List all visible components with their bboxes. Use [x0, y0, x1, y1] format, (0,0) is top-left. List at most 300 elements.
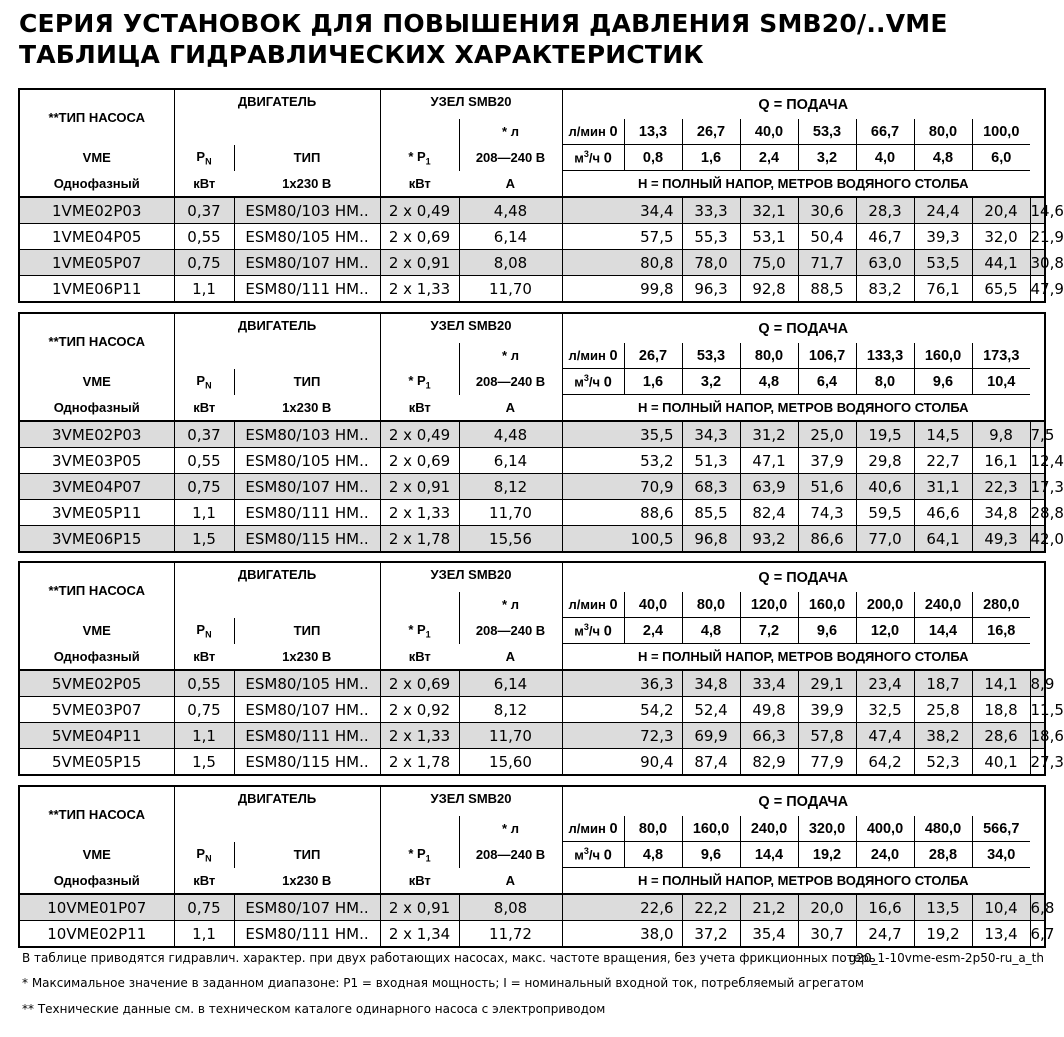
flow-m3h-value: 14,4 — [740, 842, 798, 868]
motor-header: ДВИГАТЕЛЬ — [174, 563, 380, 592]
table-row — [20, 526, 1044, 552]
head-value: 39,9 — [798, 697, 856, 723]
motor-voltage-label: 1x230 В — [234, 395, 380, 422]
flow-m3h-value: 12,0 — [856, 618, 914, 644]
motor-type: ESM80/105 HM.. — [234, 670, 380, 697]
flow-lmin-value: 160,0 — [798, 592, 856, 618]
head-value: 49,3 — [972, 526, 1030, 552]
motor-voltage-label: 1x230 В — [234, 644, 380, 671]
rated-power: 0,37 — [174, 421, 234, 448]
head-value: 30,8 — [1030, 250, 1044, 276]
head-value: 52,3 — [914, 749, 972, 775]
pump-type-header: **ТИП НАСОСА — [20, 563, 174, 618]
kw-label: кВт — [174, 868, 234, 895]
pump-type-header: **ТИП НАСОСА — [20, 787, 174, 842]
single-phase-label: Однофазный — [20, 868, 174, 895]
head-value: 57,5 — [562, 224, 682, 250]
head-value: 47,1 — [740, 448, 798, 474]
amp-label: А — [459, 644, 562, 671]
kw-label: кВт — [174, 644, 234, 671]
head-value: 6,8 — [1030, 894, 1044, 921]
single-phase-label: Однофазный — [20, 171, 174, 198]
pn-label: $P_N$ — [196, 148, 212, 167]
p1-label: * $P_1$ — [408, 621, 431, 640]
flow-m3h-value: 4,8 — [624, 842, 682, 868]
head-value: 16,6 — [856, 894, 914, 921]
table-row — [20, 474, 1044, 500]
unit-header: УЗЕЛ SMB20 — [380, 787, 562, 816]
head-value: 17,3 — [1030, 474, 1044, 500]
head-value: 23,4 — [856, 670, 914, 697]
table-row — [20, 670, 1044, 697]
flow-m3h-value: 6,0 — [972, 145, 1030, 171]
amp-label: А — [459, 395, 562, 422]
head-value: 39,3 — [914, 224, 972, 250]
current: 11,72 — [459, 921, 562, 947]
head-value: 64,1 — [914, 526, 972, 552]
flow-m3h-value: 10,4 — [972, 369, 1030, 395]
head-header: Н = ПОЛНЫЙ НАПОР, МЕТРОВ ВОДЯНОГО СТОЛБА — [562, 395, 1044, 422]
input-power: 2 x 1,78 — [380, 526, 459, 552]
head-value: 47,9 — [1030, 276, 1044, 302]
motor-type: ESM80/115 HM.. — [234, 749, 380, 775]
flow-m3h-value: 0 — [603, 150, 612, 167]
head-value: 32,5 — [856, 697, 914, 723]
head-value: 16,1 — [972, 448, 1030, 474]
flow-lmin-value: 173,3 — [972, 343, 1030, 369]
head-value: 63,9 — [740, 474, 798, 500]
kw-label-2: кВт — [380, 868, 459, 895]
head-value: 72,3 — [562, 723, 682, 749]
head-value: 65,5 — [972, 276, 1030, 302]
type-label: ТИП — [234, 842, 380, 868]
flow-lmin-value: 480,0 — [914, 816, 972, 842]
p1-label: * $P_1$ — [408, 845, 431, 864]
kw-label-2: кВт — [380, 171, 459, 198]
current: 11,70 — [459, 276, 562, 302]
head-value: 12,4 — [1030, 448, 1044, 474]
head-value: 10,4 — [972, 894, 1030, 921]
flow-lmin-value: 53,3 — [798, 119, 856, 145]
flow-m3h-label: $м^3/ч$ 0 — [562, 145, 624, 171]
head-value: 14,6 — [1030, 197, 1044, 224]
title-line-1: СЕРИЯ УСТАНОВОК ДЛЯ ПОВЫШЕНИЯ ДАВЛЕНИЯ SMB20/..VME — [19, 9, 948, 38]
table-row — [20, 921, 1044, 947]
hydraulic-table-4 — [18, 785, 1055, 948]
document-code: g20_1-10vme-esm-2p50-ru_a_th — [848, 951, 1044, 965]
pump-model: 1VME06P11 — [20, 276, 174, 302]
motor-type: ESM80/111 HM.. — [234, 921, 380, 947]
head-header: Н = ПОЛНЫЙ НАПОР, МЕТРОВ ВОДЯНОГО СТОЛБА — [562, 171, 1044, 198]
flow-m3h-value: 24,0 — [856, 842, 914, 868]
head-value: 18,8 — [972, 697, 1030, 723]
head-value: 35,5 — [562, 421, 682, 448]
pump-model: 10VME02P11 — [20, 921, 174, 947]
current: 6,14 — [459, 224, 562, 250]
head-value: 21,2 — [740, 894, 798, 921]
head-value: 87,4 — [682, 749, 740, 775]
flow-lmin-value: 106,7 — [798, 343, 856, 369]
flow-header: Q = ПОДАЧА — [758, 320, 849, 337]
input-power: 2 x 0,91 — [380, 250, 459, 276]
head-value: 69,9 — [682, 723, 740, 749]
flow-lmin-value: 0 — [609, 123, 618, 140]
pump-model: 5VME04P11 — [20, 723, 174, 749]
title-line-2: ТАБЛИЦА ГИДРАВЛИЧЕСКИХ ХАРАКТЕРИСТИК — [19, 40, 704, 69]
flow-header: Q = ПОДАЧА — [758, 793, 849, 810]
head-value: 31,2 — [740, 421, 798, 448]
flow-lmin-label: л/мин 0 — [562, 119, 624, 145]
head-value: 93,2 — [740, 526, 798, 552]
flow-m3h-value: 19,2 — [798, 842, 856, 868]
single-phase-label: Однофазный — [20, 395, 174, 422]
head-value: 46,7 — [856, 224, 914, 250]
table-row — [20, 448, 1044, 474]
head-value: 57,8 — [798, 723, 856, 749]
head-value: 27,3 — [1030, 749, 1044, 775]
input-power: 2 x 0,91 — [380, 474, 459, 500]
head-value: 80,8 — [562, 250, 682, 276]
flow-m3h-label: $м^3/ч$ 0 — [562, 369, 624, 395]
head-value: 70,9 — [562, 474, 682, 500]
head-value: 68,3 — [682, 474, 740, 500]
flow-m3h-value: 0 — [603, 847, 612, 864]
pump-model: 10VME01P07 — [20, 894, 174, 921]
flow-lmin-value: 120,0 — [740, 592, 798, 618]
head-value: 29,1 — [798, 670, 856, 697]
motor-type: ESM80/115 HM.. — [234, 526, 380, 552]
input-power: 2 x 1,33 — [380, 276, 459, 302]
head-value: 33,3 — [682, 197, 740, 224]
motor-header: ДВИГАТЕЛЬ — [174, 787, 380, 816]
amp-label: А — [459, 868, 562, 895]
head-value: 13,4 — [972, 921, 1030, 947]
pump-model: 5VME03P07 — [20, 697, 174, 723]
flow-m3h-value: 7,2 — [740, 618, 798, 644]
flow-m3h-value: 4,8 — [914, 145, 972, 171]
flow-lmin-value: 200,0 — [856, 592, 914, 618]
flow-m3h-value: 4,8 — [682, 618, 740, 644]
flow-lmin-value: 320,0 — [798, 816, 856, 842]
head-value: 21,9 — [1030, 224, 1044, 250]
head-value: 36,3 — [562, 670, 682, 697]
head-value: 77,0 — [856, 526, 914, 552]
head-value: 14,5 — [914, 421, 972, 448]
head-value: 34,8 — [682, 670, 740, 697]
table-row — [20, 224, 1044, 250]
head-value: 24,7 — [856, 921, 914, 947]
head-value: 74,3 — [798, 500, 856, 526]
current: 8,08 — [459, 250, 562, 276]
flow-lmin-label: л/мин 0 — [562, 816, 624, 842]
flow-m3h-value: 0,8 — [624, 145, 682, 171]
flow-lmin-value: 133,3 — [856, 343, 914, 369]
flow-lmin-value: 566,7 — [972, 816, 1030, 842]
head-value: 37,9 — [798, 448, 856, 474]
head-value: 77,9 — [798, 749, 856, 775]
head-value: 51,6 — [798, 474, 856, 500]
head-value: 34,4 — [562, 197, 682, 224]
kw-label-2: кВт — [380, 395, 459, 422]
head-value: 85,5 — [682, 500, 740, 526]
head-header: Н = ПОЛНЫЙ НАПОР, МЕТРОВ ВОДЯНОГО СТОЛБА — [562, 868, 1044, 895]
head-value: 46,6 — [914, 500, 972, 526]
flow-lmin-value: 26,7 — [682, 119, 740, 145]
flow-lmin-value: 0 — [609, 596, 618, 613]
motor-type: ESM80/111 HM.. — [234, 276, 380, 302]
flow-m3h-value: 9,6 — [682, 842, 740, 868]
table-row — [20, 749, 1044, 775]
head-value: 37,2 — [682, 921, 740, 947]
head-value: 86,6 — [798, 526, 856, 552]
pump-model: 5VME05P15 — [20, 749, 174, 775]
pump-model: 3VME05P11 — [20, 500, 174, 526]
flow-m3h-value: 9,6 — [798, 618, 856, 644]
flow-m3h-value: 8,0 — [856, 369, 914, 395]
input-power: 2 x 0,69 — [380, 448, 459, 474]
head-value: 50,4 — [798, 224, 856, 250]
current-star-label: * л — [459, 592, 562, 618]
head-value: 71,7 — [798, 250, 856, 276]
head-value: 8,9 — [1030, 670, 1044, 697]
type-label: ТИП — [234, 369, 380, 395]
head-value: 82,9 — [740, 749, 798, 775]
rated-power: 0,55 — [174, 224, 234, 250]
head-value: 59,5 — [856, 500, 914, 526]
head-value: 82,4 — [740, 500, 798, 526]
head-value: 18,7 — [914, 670, 972, 697]
input-power: 2 x 0,69 — [380, 670, 459, 697]
head-value: 75,0 — [740, 250, 798, 276]
rated-power: 1,1 — [174, 276, 234, 302]
input-power: 2 x 0,49 — [380, 197, 459, 224]
input-power: 2 x 1,78 — [380, 749, 459, 775]
table-row — [20, 421, 1044, 448]
head-value: 32,1 — [740, 197, 798, 224]
head-value: 88,6 — [562, 500, 682, 526]
head-value: 64,2 — [856, 749, 914, 775]
motor-voltage-label: 1x230 В — [234, 171, 380, 198]
head-value: 34,3 — [682, 421, 740, 448]
head-value: 88,5 — [798, 276, 856, 302]
head-value: 22,7 — [914, 448, 972, 474]
kw-label: кВт — [174, 171, 234, 198]
flow-lmin-value: 240,0 — [740, 816, 798, 842]
current: 11,70 — [459, 723, 562, 749]
page-title — [19, 8, 948, 70]
head-value: 28,8 — [1030, 500, 1044, 526]
head-value: 22,2 — [682, 894, 740, 921]
rated-power: 0,75 — [174, 697, 234, 723]
head-value: 28,3 — [856, 197, 914, 224]
flow-lmin-value: 13,3 — [624, 119, 682, 145]
head-value: 42,0 — [1030, 526, 1044, 552]
table-row — [20, 723, 1044, 749]
kw-label: кВт — [174, 395, 234, 422]
hydraulic-table-2 — [18, 312, 1064, 553]
head-value: 92,8 — [740, 276, 798, 302]
flow-lmin-value: 80,0 — [914, 119, 972, 145]
head-value: 38,2 — [914, 723, 972, 749]
unit-header: УЗЕЛ SMB20 — [380, 90, 562, 119]
head-value: 96,8 — [682, 526, 740, 552]
flow-m3h-value: 34,0 — [972, 842, 1030, 868]
flow-lmin-value: 40,0 — [624, 592, 682, 618]
head-value: 90,4 — [562, 749, 682, 775]
head-value: 25,8 — [914, 697, 972, 723]
current: 4,48 — [459, 421, 562, 448]
head-value: 22,3 — [972, 474, 1030, 500]
voltage-label: 208—240 В — [459, 145, 562, 171]
input-power: 2 x 1,33 — [380, 500, 459, 526]
table-row — [20, 697, 1044, 723]
flow-header: Q = ПОДАЧА — [758, 569, 849, 586]
current: 8,12 — [459, 474, 562, 500]
motor-type: ESM80/107 HM.. — [234, 894, 380, 921]
motor-type: ESM80/111 HM.. — [234, 500, 380, 526]
head-value: 66,3 — [740, 723, 798, 749]
rated-power: 1,1 — [174, 921, 234, 947]
head-value: 49,8 — [740, 697, 798, 723]
flow-lmin-value: 280,0 — [972, 592, 1030, 618]
head-value: 55,3 — [682, 224, 740, 250]
head-value: 25,0 — [798, 421, 856, 448]
current: 15,56 — [459, 526, 562, 552]
motor-type: ESM80/107 HM.. — [234, 697, 380, 723]
flow-lmin-value: 0 — [609, 820, 618, 837]
pump-model: 3VME02P03 — [20, 421, 174, 448]
head-value: 11,5 — [1030, 697, 1044, 723]
flow-m3h-value: 0 — [603, 374, 612, 391]
flow-m3h-value: 14,4 — [914, 618, 972, 644]
head-value: 40,6 — [856, 474, 914, 500]
head-value: 63,0 — [856, 250, 914, 276]
current: 11,70 — [459, 500, 562, 526]
head-value: 32,0 — [972, 224, 1030, 250]
motor-type: ESM80/103 HM.. — [234, 197, 380, 224]
current-star-label: * л — [459, 119, 562, 145]
pump-model: 1VME04P05 — [20, 224, 174, 250]
table-row — [20, 250, 1044, 276]
head-value: 53,1 — [740, 224, 798, 250]
flow-m3h-value: 1,6 — [682, 145, 740, 171]
input-power: 2 x 0,69 — [380, 224, 459, 250]
input-power: 2 x 1,33 — [380, 723, 459, 749]
head-value: 30,7 — [798, 921, 856, 947]
table-row — [20, 500, 1044, 526]
rated-power: 0,55 — [174, 448, 234, 474]
flow-m3h-value: 2,4 — [740, 145, 798, 171]
head-header: Н = ПОЛНЫЙ НАПОР, МЕТРОВ ВОДЯНОГО СТОЛБА — [562, 644, 1044, 671]
flow-m3h-value: 3,2 — [798, 145, 856, 171]
motor-type: ESM80/105 HM.. — [234, 448, 380, 474]
table-row — [20, 197, 1044, 224]
head-value: 29,8 — [856, 448, 914, 474]
head-value: 52,4 — [682, 697, 740, 723]
motor-type: ESM80/105 HM.. — [234, 224, 380, 250]
flow-lmin-value: 240,0 — [914, 592, 972, 618]
head-value: 51,3 — [682, 448, 740, 474]
note-line-3: ** Технические данные см. в техническом каталоге одинарного насоса с электроприводом — [22, 1002, 606, 1016]
voltage-label: 208—240 В — [459, 369, 562, 395]
flow-m3h-value: 6,4 — [798, 369, 856, 395]
motor-header: ДВИГАТЕЛЬ — [174, 314, 380, 343]
pump-type-header: **ТИП НАСОСА — [20, 314, 174, 369]
head-value: 53,5 — [914, 250, 972, 276]
hydraulic-table-3 — [18, 561, 1064, 776]
type-label: ТИП — [234, 618, 380, 644]
pump-model: 5VME02P05 — [20, 670, 174, 697]
head-value: 33,4 — [740, 670, 798, 697]
unit-header: УЗЕЛ SMB20 — [380, 563, 562, 592]
flow-lmin-value: 160,0 — [682, 816, 740, 842]
head-value: 76,1 — [914, 276, 972, 302]
hydraulic-table-1 — [18, 88, 1064, 303]
motor-type: ESM80/103 HM.. — [234, 421, 380, 448]
current: 15,60 — [459, 749, 562, 775]
rated-power: 0,37 — [174, 197, 234, 224]
vme-label: VME — [20, 618, 174, 644]
rated-power: 0,75 — [174, 474, 234, 500]
head-value: 34,8 — [972, 500, 1030, 526]
head-value: 83,2 — [856, 276, 914, 302]
head-value: 18,6 — [1030, 723, 1044, 749]
motor-type: ESM80/107 HM.. — [234, 474, 380, 500]
flow-header: Q = ПОДАЧА — [758, 96, 849, 113]
flow-lmin-value: 100,0 — [972, 119, 1030, 145]
head-value: 13,5 — [914, 894, 972, 921]
current: 6,14 — [459, 448, 562, 474]
flow-lmin-label: л/мин 0 — [562, 592, 624, 618]
single-phase-label: Однофазный — [20, 644, 174, 671]
motor-type: ESM80/107 HM.. — [234, 250, 380, 276]
head-value: 44,1 — [972, 250, 1030, 276]
head-value: 20,0 — [798, 894, 856, 921]
kw-label-2: кВт — [380, 644, 459, 671]
flow-m3h-value: 2,4 — [624, 618, 682, 644]
head-value: 54,2 — [562, 697, 682, 723]
head-value: 30,6 — [798, 197, 856, 224]
flow-lmin-value: 66,7 — [856, 119, 914, 145]
flow-lmin-value: 53,3 — [682, 343, 740, 369]
pump-type-header: **ТИП НАСОСА — [20, 90, 174, 145]
pn-label: $P_N$ — [196, 845, 212, 864]
flow-lmin-value: 80,0 — [682, 592, 740, 618]
head-value: 28,6 — [972, 723, 1030, 749]
flow-m3h-value: 0 — [603, 623, 612, 640]
flow-m3h-value: 4,8 — [740, 369, 798, 395]
rated-power: 1,5 — [174, 749, 234, 775]
pump-model: 1VME02P03 — [20, 197, 174, 224]
head-value: 31,1 — [914, 474, 972, 500]
flow-m3h-value: 16,8 — [972, 618, 1030, 644]
flow-m3h-value: 3,2 — [682, 369, 740, 395]
head-value: 22,6 — [562, 894, 682, 921]
head-value: 9,8 — [972, 421, 1030, 448]
input-power: 2 x 0,92 — [380, 697, 459, 723]
head-value: 19,5 — [856, 421, 914, 448]
motor-voltage-label: 1x230 В — [234, 868, 380, 895]
input-power: 2 x 1,34 — [380, 921, 459, 947]
flow-lmin-label: л/мин 0 — [562, 343, 624, 369]
head-value: 53,2 — [562, 448, 682, 474]
p1-label: * $P_1$ — [408, 148, 431, 167]
flow-lmin-value: 0 — [609, 347, 618, 364]
pn-label: $P_N$ — [196, 621, 212, 640]
pump-model: 1VME05P07 — [20, 250, 174, 276]
flow-m3h-value: 4,0 — [856, 145, 914, 171]
motor-type: ESM80/111 HM.. — [234, 723, 380, 749]
